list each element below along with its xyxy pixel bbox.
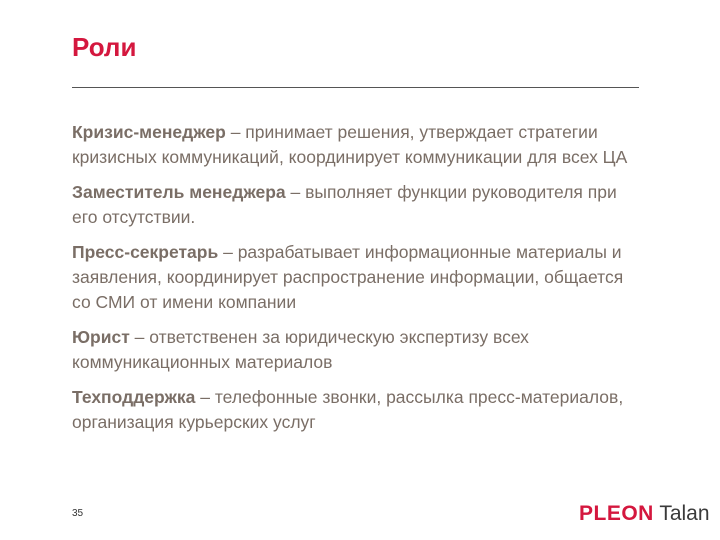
role-description: – разрабатывает информационные материалы и заявления, координирует распространение информации, общается со СМИ от имени компании [72, 242, 624, 312]
role-item [72, 325, 632, 375]
role-item [72, 120, 632, 170]
role-description: – принимает решения, утверждает стратегии кризисных коммуникаций, координирует коммуникации для всех ЦА [72, 122, 628, 167]
role-description: – телефонные звонки, рассылка пресс-материалов, организация курьерских услуг [72, 387, 624, 432]
role-description: – ответственен за юридическую экспертизу всех коммуникационных материалов [72, 327, 529, 372]
page-title: Роли [72, 32, 137, 62]
logo-talan: Talan [659, 502, 710, 525]
roles-list [72, 120, 632, 445]
role-term: Юрист [72, 327, 130, 347]
role-term: Кризис-менеджер [72, 122, 226, 142]
role-item [72, 385, 632, 435]
role-term: Заместитель менеджера [72, 182, 286, 202]
role-item [72, 240, 632, 315]
company-logo [579, 502, 710, 526]
role-term: Техподдержка [72, 387, 196, 407]
logo-pleon: PLEON [579, 502, 654, 525]
role-item [72, 180, 632, 230]
role-description: – выполняет функции руководителя при его отсутствии. [72, 182, 617, 227]
role-term: Пресс-секретарь [72, 242, 219, 262]
page-number: 35 [72, 508, 84, 519]
title-divider [72, 87, 639, 88]
